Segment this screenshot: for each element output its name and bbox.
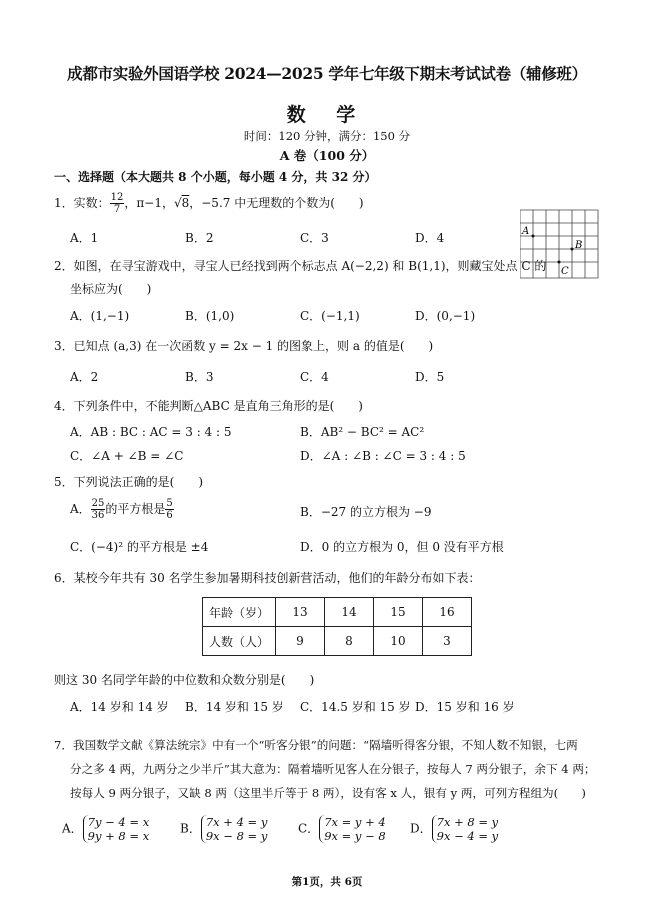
q2-option-a: A．(1,−1) [70,309,130,323]
q5-a-num1: 25 [91,498,105,509]
q2-option-d: D．(0,−1) [415,309,476,323]
q5-a-den1: 36 [91,510,105,521]
question-7-line1: 7．我国数学文献《算法统宗》中有一个“听客分银”的问题：“隔墙听得客分银，不知人数不知银，七两 [54,738,578,752]
q7-d-eq2: 9x − 4 = y [436,829,499,843]
q7-a-system [83,815,150,843]
time-info: 时间：120 分钟，满分：150 分 [243,129,411,143]
q6-option-c: C．14.5 岁和 15 岁 [300,700,411,714]
question-7-line2: 分之多 4 两，九两分之少半斤”其大意为：隔着墙听见客人在分银子，按每人 7 两分银子，余下 4 两； [70,762,596,776]
q7-a-eq2: 9y + 8 = x [87,829,150,843]
q4-option-a: A．AB : BC : AC = 3 : 4 : 5 [70,425,232,439]
q5-option-c: C．(−4)² 的平方根是 ±4 [70,540,209,554]
q1-prefix: 1．实数： [54,196,110,210]
q1-frac-num: 12 [110,192,124,203]
table-cell: 9 [276,627,325,656]
q2-option-b: B．(1,0) [185,309,235,323]
q7-d-eq1: 7x + 8 = y [436,815,499,829]
grid-label-c: C [561,266,569,277]
q5-a-den2: 6 [166,510,173,521]
question-6-followup: 则这 30 名同学年龄的中位数和众数分别是( ) [54,673,315,687]
q1-suffix: ，−5.7 中无理数的个数为( ) [189,196,364,210]
question-2-stem-line2: 坐标应为( ) [70,282,152,296]
q3-option-a: A．2 [70,370,99,384]
question-5-stem: 5．下列说法正确的是( ) [54,475,203,489]
age-table [202,597,472,656]
q7-d-label: D． [410,821,432,836]
table-row [203,627,472,656]
q6-option-b: B．14 岁和 15 岁 [185,700,284,714]
q5-a-label: A． [70,502,91,516]
grid-label-a: A [522,226,530,237]
q4-option-d: D．∠A : ∠B : ∠C = 3 : 4 : 5 [300,449,466,463]
q5-option-b: B．−27 的立方根为 −9 [300,505,432,519]
q5-a-num2: 5 [166,498,173,509]
q7-a-eq1: 7y − 4 = x [87,815,150,829]
q7-c-eq2: 9x = y − 8 [324,829,386,843]
q6-option-a: A．14 岁和 14 岁 [70,700,169,714]
q7-option-c [298,815,386,843]
question-3-stem: 3．已知点 (a,3) 在一次函数 y = 2x − 1 的图象上，则 a 的值是( ) [54,339,434,353]
question-4-stem: 4．下列条件中，不能判断△ABC 是直角三角形的是( ) [54,399,363,413]
q5-a-mid: 的平方根是 [105,502,166,516]
table-cell: 3 [423,627,472,656]
table-cell: 13 [276,598,325,627]
q4-option-b: B．AB² − BC² = AC² [300,425,425,439]
table-row-label: 人数（人） [203,627,276,656]
q7-b-label: B． [180,821,201,836]
question-7-line3: 按每人 9 两分银子，又缺 8 两（这里半斤等于 8 两），设有客 x 人，银有 y 两，可列方程组为( ) [70,786,586,800]
q5-a-frac2 [165,498,173,521]
q7-b-eq1: 7x + 4 = y [205,815,268,829]
q7-b-eq2: 9x − 8 = y [205,829,268,843]
q7-d-system [432,815,499,843]
question-2-stem-line1: 2．如图，在寻宝游戏中，寻宝人已经找到两个标志点 A(−2,2) 和 B(1,1)，则藏宝处点 C 的 [54,259,547,273]
q5-option-d: D．0 的立方根为 0，但 0 没有平方根 [300,540,504,554]
table-cell: 16 [423,598,472,627]
table-cell: 10 [374,627,423,656]
q1-sqrt-val: 8 [181,196,190,210]
q3-option-b: B．3 [185,370,214,384]
q7-option-a [62,815,149,843]
q1-sqrt: √8 [173,196,190,210]
question-1-stem [54,192,364,215]
q7-a-label: A． [62,821,83,836]
q2-option-c: C．(−1,1) [300,309,360,323]
table-cell: 15 [374,598,423,627]
q1-option-b: B．2 [185,231,214,245]
volume-label: A 卷（100 分） [279,148,375,163]
age-table-wrapper [202,597,472,656]
q7-c-label: C． [298,821,320,836]
q7-c-system [319,815,386,843]
q5-option-a [70,498,174,521]
table-row [203,598,472,627]
q1-frac-den: 7 [113,204,121,215]
q6-option-d: D．15 岁和 16 岁 [415,700,515,714]
q3-option-d: D．5 [415,370,445,384]
question-6-stem: 6．某校今年共有 30 名学生参加暑期科技创新营活动，他们的年龄分布如下表： [54,571,481,585]
q1-mid: ，π−1， [124,196,174,210]
table-cell: 14 [325,598,374,627]
q4-option-c: C．∠A + ∠B = ∠C [70,449,184,463]
table-row-label: 年龄（岁） [203,598,276,627]
subject-title: 数 学 [286,104,368,126]
q1-option-d: D．4 [415,231,445,245]
q7-b-system [201,815,268,843]
page-footer: 第1页，共 6页 [291,876,363,888]
exam-title: 成都市实验外国语学校 2024—2025 学年七年级下期末考试试卷（辅修班） [67,64,587,83]
table-cell: 8 [325,627,374,656]
q1-fraction [110,192,125,215]
q1-option-c: C．3 [300,231,329,245]
q7-c-eq1: 7x = y + 4 [324,815,386,829]
q7-option-d [410,815,498,843]
section-heading: 一、选择题（本大题共 8 个小题，每小题 4 分，共 32 分） [54,170,377,184]
q3-option-c: C．4 [300,370,329,384]
q1-option-a: A．1 [70,231,99,245]
q7-option-b [180,815,267,843]
grid-label-b: B [575,240,583,251]
q5-a-frac1 [91,498,106,521]
